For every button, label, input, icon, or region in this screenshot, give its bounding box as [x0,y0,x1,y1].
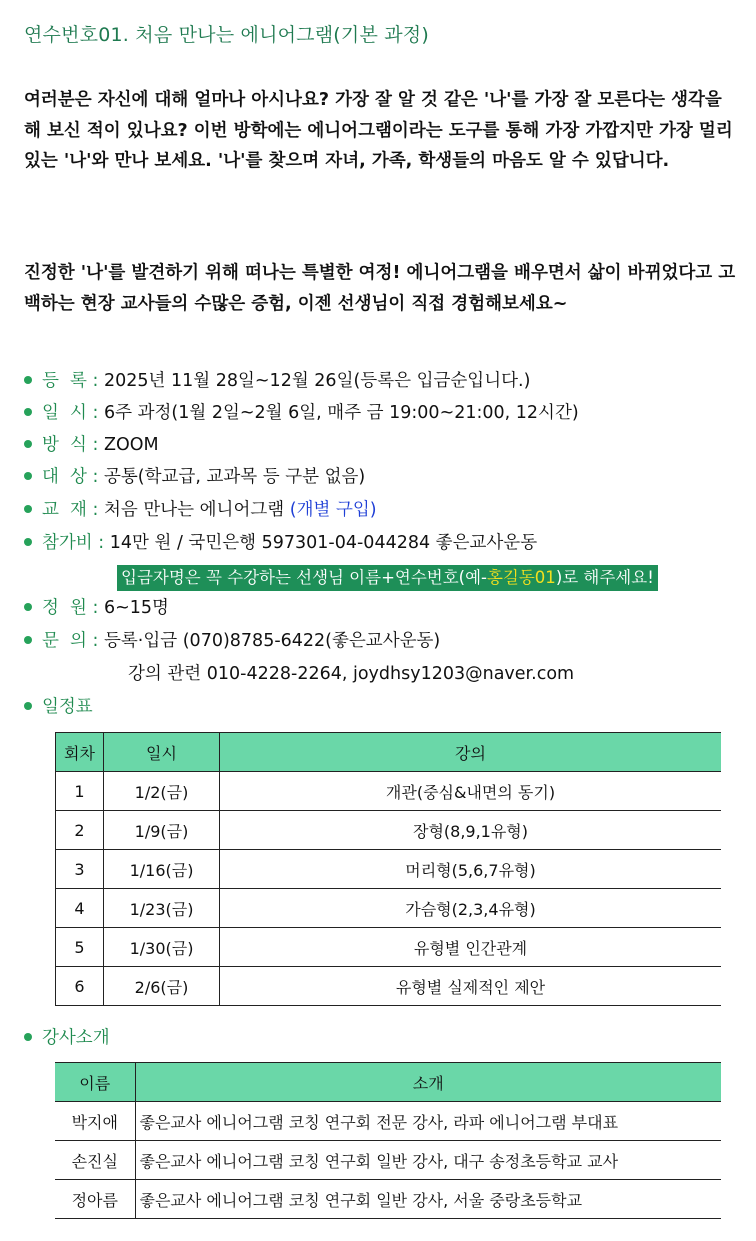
column-header: 강의 [220,733,722,772]
info-value: 공통(학교급, 교과목 등 구분 없음) [103,467,366,487]
textbook-note: (개별 구입) [289,500,377,520]
table-row [55,1102,721,1141]
info-value: 등록·입금 (070)8785-6422(좋은교사운동) [103,631,441,651]
session-topic: 장형(8,9,1유형) [220,811,722,850]
table-row [55,1180,721,1219]
session-topic: 개관(중심&내면의 동기) [220,772,722,811]
info-schedule [24,398,579,428]
info-label: 등 록 : [42,371,99,391]
instructor-name: 박지애 [55,1102,135,1141]
table-row [56,889,722,928]
info-label: 일 시 : [42,403,99,423]
session-date: 1/30(금) [104,928,220,967]
instructor-intro: 좋은교사 에니어그램 코칭 연구회 전문 강사, 라파 에니어그램 부대표 [135,1102,721,1141]
session-topic: 가슴형(2,3,4유형) [220,889,722,928]
column-header: 소개 [135,1063,721,1102]
info-contact-lecture [128,659,574,689]
bullet-icon [24,636,32,644]
info-textbook [24,495,377,525]
table-row [56,850,722,889]
session-date: 1/2(금) [104,772,220,811]
info-value: 6주 과정(1월 2일~2월 6일, 매주 금 19:00~21:00, 12시간) [103,403,579,423]
table-header-row [55,1063,721,1102]
session-number: 6 [56,967,104,1006]
page-title: 연수번호01. 처음 만나는 에니어그램(기본 과정) [24,24,429,46]
info-capacity [24,593,169,623]
session-topic: 머리형(5,6,7유형) [220,850,722,889]
table-row [56,811,722,850]
info-label: 참가비 : [42,533,105,553]
info-label: 정 원 : [42,598,99,618]
fee-notice-banner [117,565,658,591]
table-row [56,928,722,967]
session-number: 4 [56,889,104,928]
column-header: 일시 [104,733,220,772]
table-row [56,967,722,1006]
intro-paragraph-1: 여러분은 자신에 대해 얼마나 아시나요? 가장 잘 알 것 같은 '나'를 가장 잘 모른다는 생각을 해 보신 적이 있나요? 이번 방학에는 에니어그램이라는 도구를 통해 가장 가깝지만 가장 멀리 있는 '나'와 만나 보세요. '나'를 찾으며 자녀, 가족, 학생들의 마음도 알 수 있답니다. [24,90,733,171]
instructor-intro: 좋은교사 에니어그램 코칭 연구회 일반 강사, 서울 중랑초등학교 [135,1180,721,1219]
bullet-icon [24,1033,32,1041]
schedule-table [55,732,721,1006]
session-date: 1/16(금) [104,850,220,889]
table-row [55,1141,721,1180]
session-number: 2 [56,811,104,850]
intro-paragraph-2: 진정한 '나'를 발견하기 위해 떠나는 특별한 여정! 에니어그램을 배우면서 삶이 바뀌었다고 고백하는 현장 교사들의 수많은 증험, 이젠 선생님이 직접 경험해보세요~ [24,263,736,314]
session-number: 5 [56,928,104,967]
info-label: 문 의 : [42,631,99,651]
session-number: 1 [56,772,104,811]
instructor-heading-label: 강사소개 [42,1028,110,1048]
info-target [24,462,365,492]
info-value: 2025년 11월 28일~12월 26일(등록은 입금순입니다.) [103,371,531,391]
instructor-name: 정아름 [55,1180,135,1219]
info-value: 14만 원 / 국민은행 597301-04-044284 좋은교사운동 [109,533,538,553]
column-header: 회차 [56,733,104,772]
table-header-row [56,733,722,772]
info-value: ZOOM [103,435,159,455]
bullet-icon [24,603,32,611]
instructor-table [55,1062,721,1219]
fee-notice-example: 홍길동01 [486,568,556,587]
instructor-heading [24,1024,110,1049]
info-registration [24,366,530,396]
fee-notice-text-end: )로 해주세요! [555,568,654,587]
info-label: 방 식 : [42,435,99,455]
info-value: 처음 만나는 에니어그램 [103,500,285,520]
bullet-icon [24,376,32,384]
info-method [24,430,159,460]
bullet-icon [24,440,32,448]
session-topic: 유형별 인간관계 [220,928,722,967]
info-value: 6~15명 [103,598,169,618]
instructor-name: 손진실 [55,1141,135,1180]
session-number: 3 [56,850,104,889]
bullet-icon [24,538,32,546]
schedule-heading-label: 일정표 [42,697,93,717]
table-row [56,772,722,811]
bullet-icon [24,408,32,416]
info-value: 강의 관련 010-4228-2264, joydhsy1203@naver.com [128,664,575,684]
bullet-icon [24,472,32,480]
info-label: 대 상 : [42,467,99,487]
info-label: 교 재 : [42,500,99,520]
info-fee [24,528,537,558]
column-header: 이름 [55,1063,135,1102]
session-date: 1/9(금) [104,811,220,850]
session-date: 2/6(금) [104,967,220,1006]
session-topic: 유형별 실제적인 제안 [220,967,722,1006]
schedule-heading [24,693,93,718]
session-date: 1/23(금) [104,889,220,928]
info-contact [24,626,440,656]
bullet-icon [24,702,32,710]
fee-notice-text: 입금자명은 꼭 수강하는 선생님 이름+연수번호(예- [121,568,487,587]
bullet-icon [24,505,32,513]
instructor-intro: 좋은교사 에니어그램 코칭 연구회 일반 강사, 대구 송정초등학교 교사 [135,1141,721,1180]
